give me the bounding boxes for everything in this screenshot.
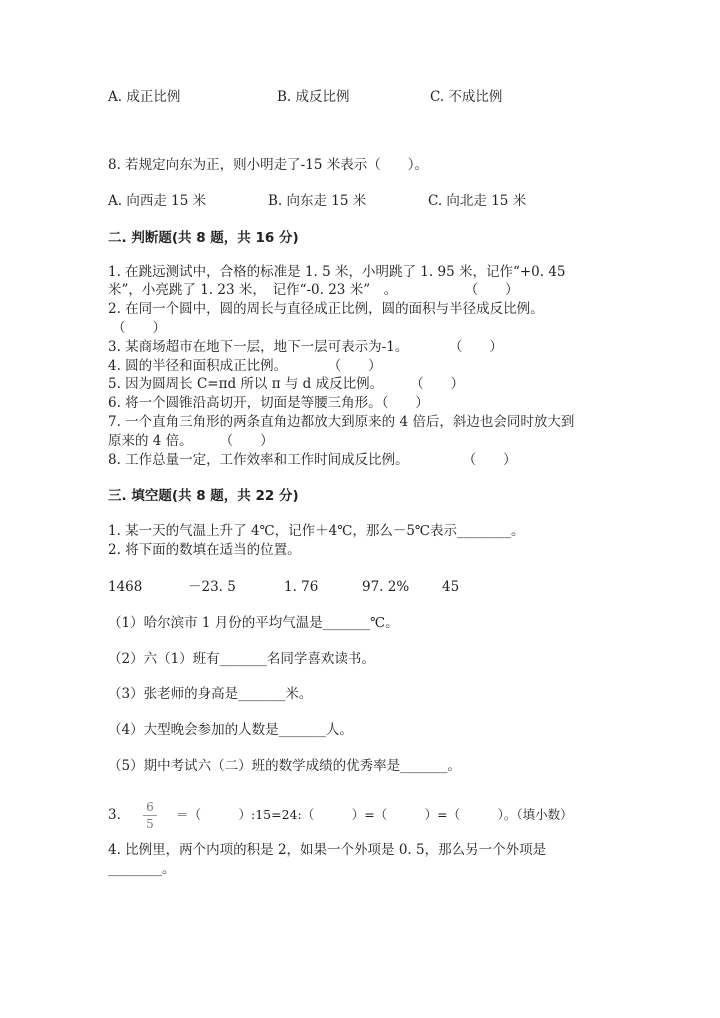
judge-line: 5. 因为圆周长 C=πd 所以 π 与 d 成反比例。 （ ） bbox=[108, 376, 465, 392]
fill-q3-text: ＝（ ）:15=24:（ ）=（ ）=（ ）。（填小数） bbox=[176, 807, 573, 822]
fraction bbox=[143, 800, 157, 831]
fill-sub: （1）哈尔滨市 1 月份的平均气温是_______℃。 bbox=[108, 615, 399, 631]
number-item: 1468 bbox=[108, 579, 143, 595]
section2-title: 二. 判断题(共 8 题，共 16 分) bbox=[108, 230, 299, 246]
q8-option-b: B. 向东走 15 米 bbox=[268, 193, 367, 209]
judge-line: 8. 工作总量一定，工作效率和工作时间成反比例。 （ ） bbox=[108, 452, 517, 468]
fill-q4-blank: ________。 bbox=[108, 861, 176, 877]
fill-q2: 2. 将下面的数填在适当的位置。 bbox=[108, 542, 301, 558]
judge-line: 1. 在跳远测试中，合格的标准是 1. 5 米，小明跳了 1. 95 米，记作“+0. 45 bbox=[108, 264, 566, 280]
q8-option-c: C. 向北走 15 米 bbox=[428, 193, 527, 209]
judge-line: 7. 一个直角三角形的两条直角边都放大到原来的 4 倍后，斜边也会同时放大到 bbox=[108, 414, 575, 430]
fill-sub: （5）期中考试六（二）班的数学成绩的优秀率是_______。 bbox=[108, 758, 461, 774]
number-item: 97. 2% bbox=[362, 579, 410, 595]
q7-option-b: B. 成反比例 bbox=[277, 89, 350, 105]
fraction-bar bbox=[143, 815, 157, 816]
judge-line: 原来的 4 倍。 （ ） bbox=[108, 433, 274, 449]
fill-q1: 1. 某一天的气温上升了 4℃，记作＋4℃，那么－5℃表示________。 bbox=[108, 523, 525, 539]
q7-option-a: A. 成正比例 bbox=[108, 89, 181, 105]
q8-option-a: A. 向西走 15 米 bbox=[108, 193, 207, 209]
fraction-numerator: 6 bbox=[146, 800, 154, 814]
fill-q4: 4. 比例里，两个内项的积是 2，如果一个外项是 0. 5，那么另一个外项是 bbox=[108, 842, 547, 858]
fraction-denominator: 5 bbox=[146, 817, 154, 831]
judge-line: （ ） bbox=[112, 320, 166, 336]
judge-line: 6. 将一个圆锥沿高切开，切面是等腰三角形。（ ） bbox=[108, 395, 429, 411]
judge-line: 2. 在同一个圆中，圆的周长与直径成正比例，圆的面积与半径成反比例。 bbox=[108, 301, 544, 317]
fill-sub: （3）张老师的身高是_______米。 bbox=[108, 686, 313, 702]
judge-line: 米”，小亮跳了 1. 23 米， 记作“-0. 23 米” 。 （ ） bbox=[108, 282, 519, 298]
judge-line: 3. 某商场超市在地下一层，地下一层可表示为-1。 （ ） bbox=[108, 339, 503, 355]
number-item: －23. 5 bbox=[188, 579, 236, 595]
fill-sub: （4）大型晚会参加的人数是_______人。 bbox=[108, 722, 353, 738]
number-item: 1. 76 bbox=[284, 579, 319, 595]
q7-option-c: C. 不成比例 bbox=[430, 89, 503, 105]
fill-q3-label: 3. bbox=[108, 807, 121, 823]
section3-title: 三. 填空题(共 8 题，共 22 分) bbox=[108, 488, 299, 504]
judge-line: 4. 圆的半径和面积成正比例。 （ ） bbox=[108, 358, 382, 374]
number-item: 45 bbox=[442, 579, 460, 595]
q8-text: 8. 若规定向东为正，则小明走了-15 米表示（ ）。 bbox=[108, 157, 428, 173]
fill-sub: （2）六（1）班有_______名同学喜欢读书。 bbox=[108, 651, 375, 667]
